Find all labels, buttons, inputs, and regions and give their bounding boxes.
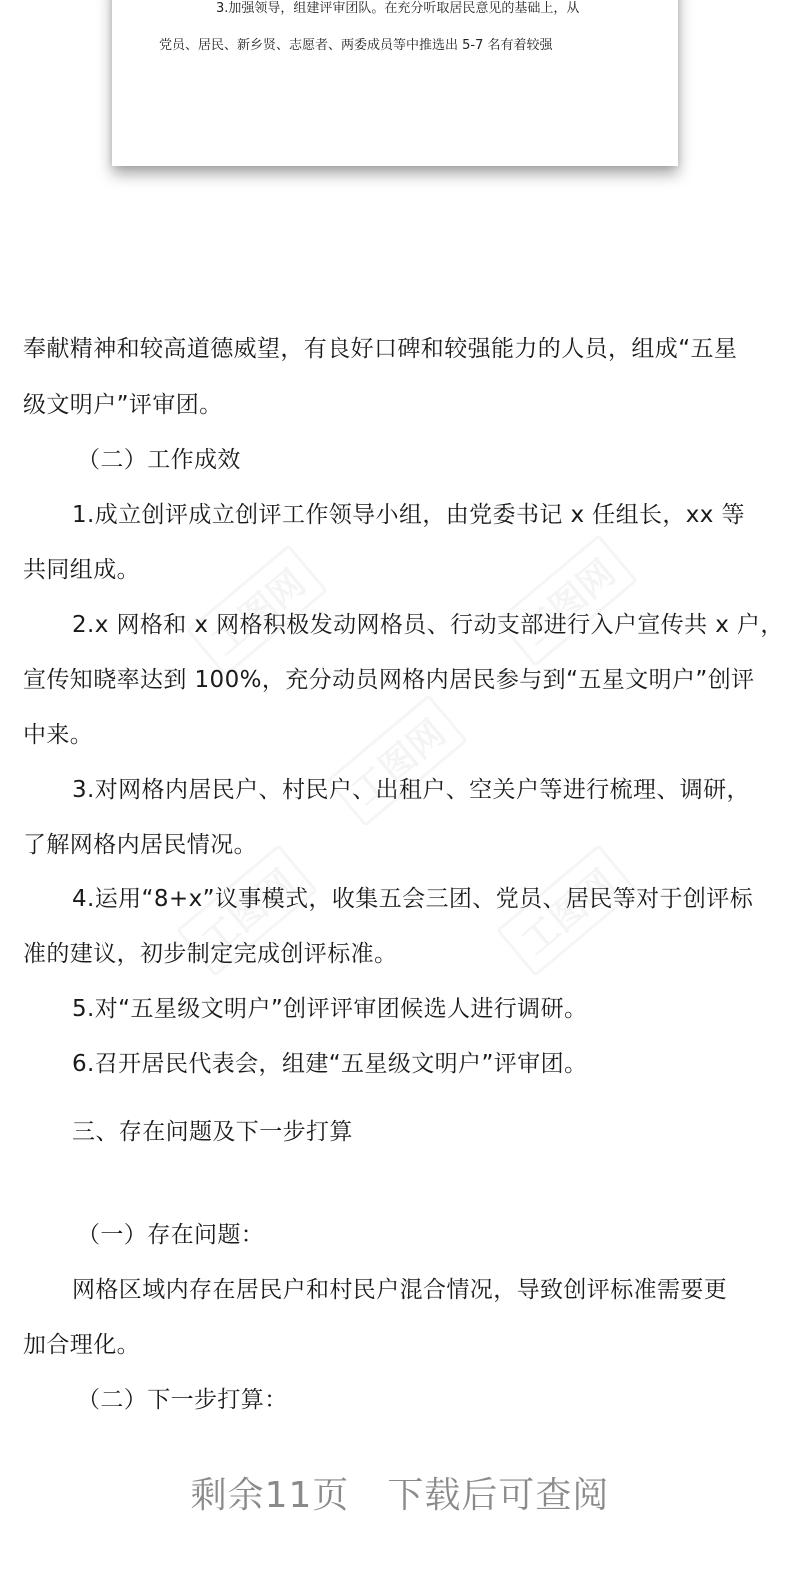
watermark-stamp — [496, 534, 638, 667]
paragraph-line: 了解网格内居民情况。 — [23, 832, 257, 858]
read-more-prompt[interactable] — [0, 1467, 800, 1518]
paragraph-line: 1.成立创评成立创评工作领导小组，由党委书记 x 任组长，xx 等 — [72, 502, 745, 528]
section-heading: （二）下一步打算： — [77, 1387, 288, 1413]
paragraph-line: 2.x 网格和 x 网格积极发动网格员、行动支部进行入户宣传共 x 户， — [72, 612, 784, 638]
paragraph-line: 网格区域内存在居民户和村民户混合情况，导致创评标准需要更 — [72, 1277, 728, 1303]
paragraph-line: 5.对“五星级文明户”创评评审团候选人进行调研。 — [72, 996, 588, 1022]
section-heading: 三、存在问题及下一步打算 — [72, 1119, 353, 1145]
download-to-read-label: 下载后可查阅 — [387, 1475, 610, 1516]
paragraph-line: 中来。 — [23, 722, 94, 748]
paragraph-line: 6.召开居民代表会，组建“五星级文明户”评审团。 — [72, 1051, 588, 1077]
section-heading: （二）工作成效 — [77, 447, 241, 473]
preview-text-line: 党员、居民、新乡贤、志愿者、两委成员等中推选出 5-7 名有着较强 — [159, 38, 553, 53]
section-heading: （一）存在问题： — [77, 1222, 265, 1248]
paragraph-line: 级文明户”评审团。 — [23, 392, 223, 418]
paragraph-line: 奉献精神和较高道德威望，有良好口碑和较强能力的人员，组成“五星 — [23, 336, 738, 362]
paragraph-line: 3.对网格内居民户、村民户、出租户、空关户等进行梳理、调研， — [72, 777, 750, 803]
paragraph-line: 准的建议，初步制定完成创评标准。 — [23, 941, 398, 967]
paragraph-line: 共同组成。 — [23, 557, 140, 583]
paragraph-line: 加合理化。 — [23, 1332, 140, 1358]
preview-text-line: 3.加强领导，组建评审团队。在充分听取居民意见的基础上，从 — [216, 1, 580, 16]
watermark-stamp — [326, 694, 468, 827]
previous-page-preview — [112, 0, 678, 166]
paragraph-line: 宣传知晓率达到 100%，充分动员网格内居民参与到“五星文明户”创评 — [23, 667, 755, 693]
remaining-pages-label: 剩余11页 — [190, 1475, 350, 1516]
paragraph-line: 4.运用“8+x”议事模式，收集五会三团、党员、居民等对于创评标 — [72, 886, 754, 912]
